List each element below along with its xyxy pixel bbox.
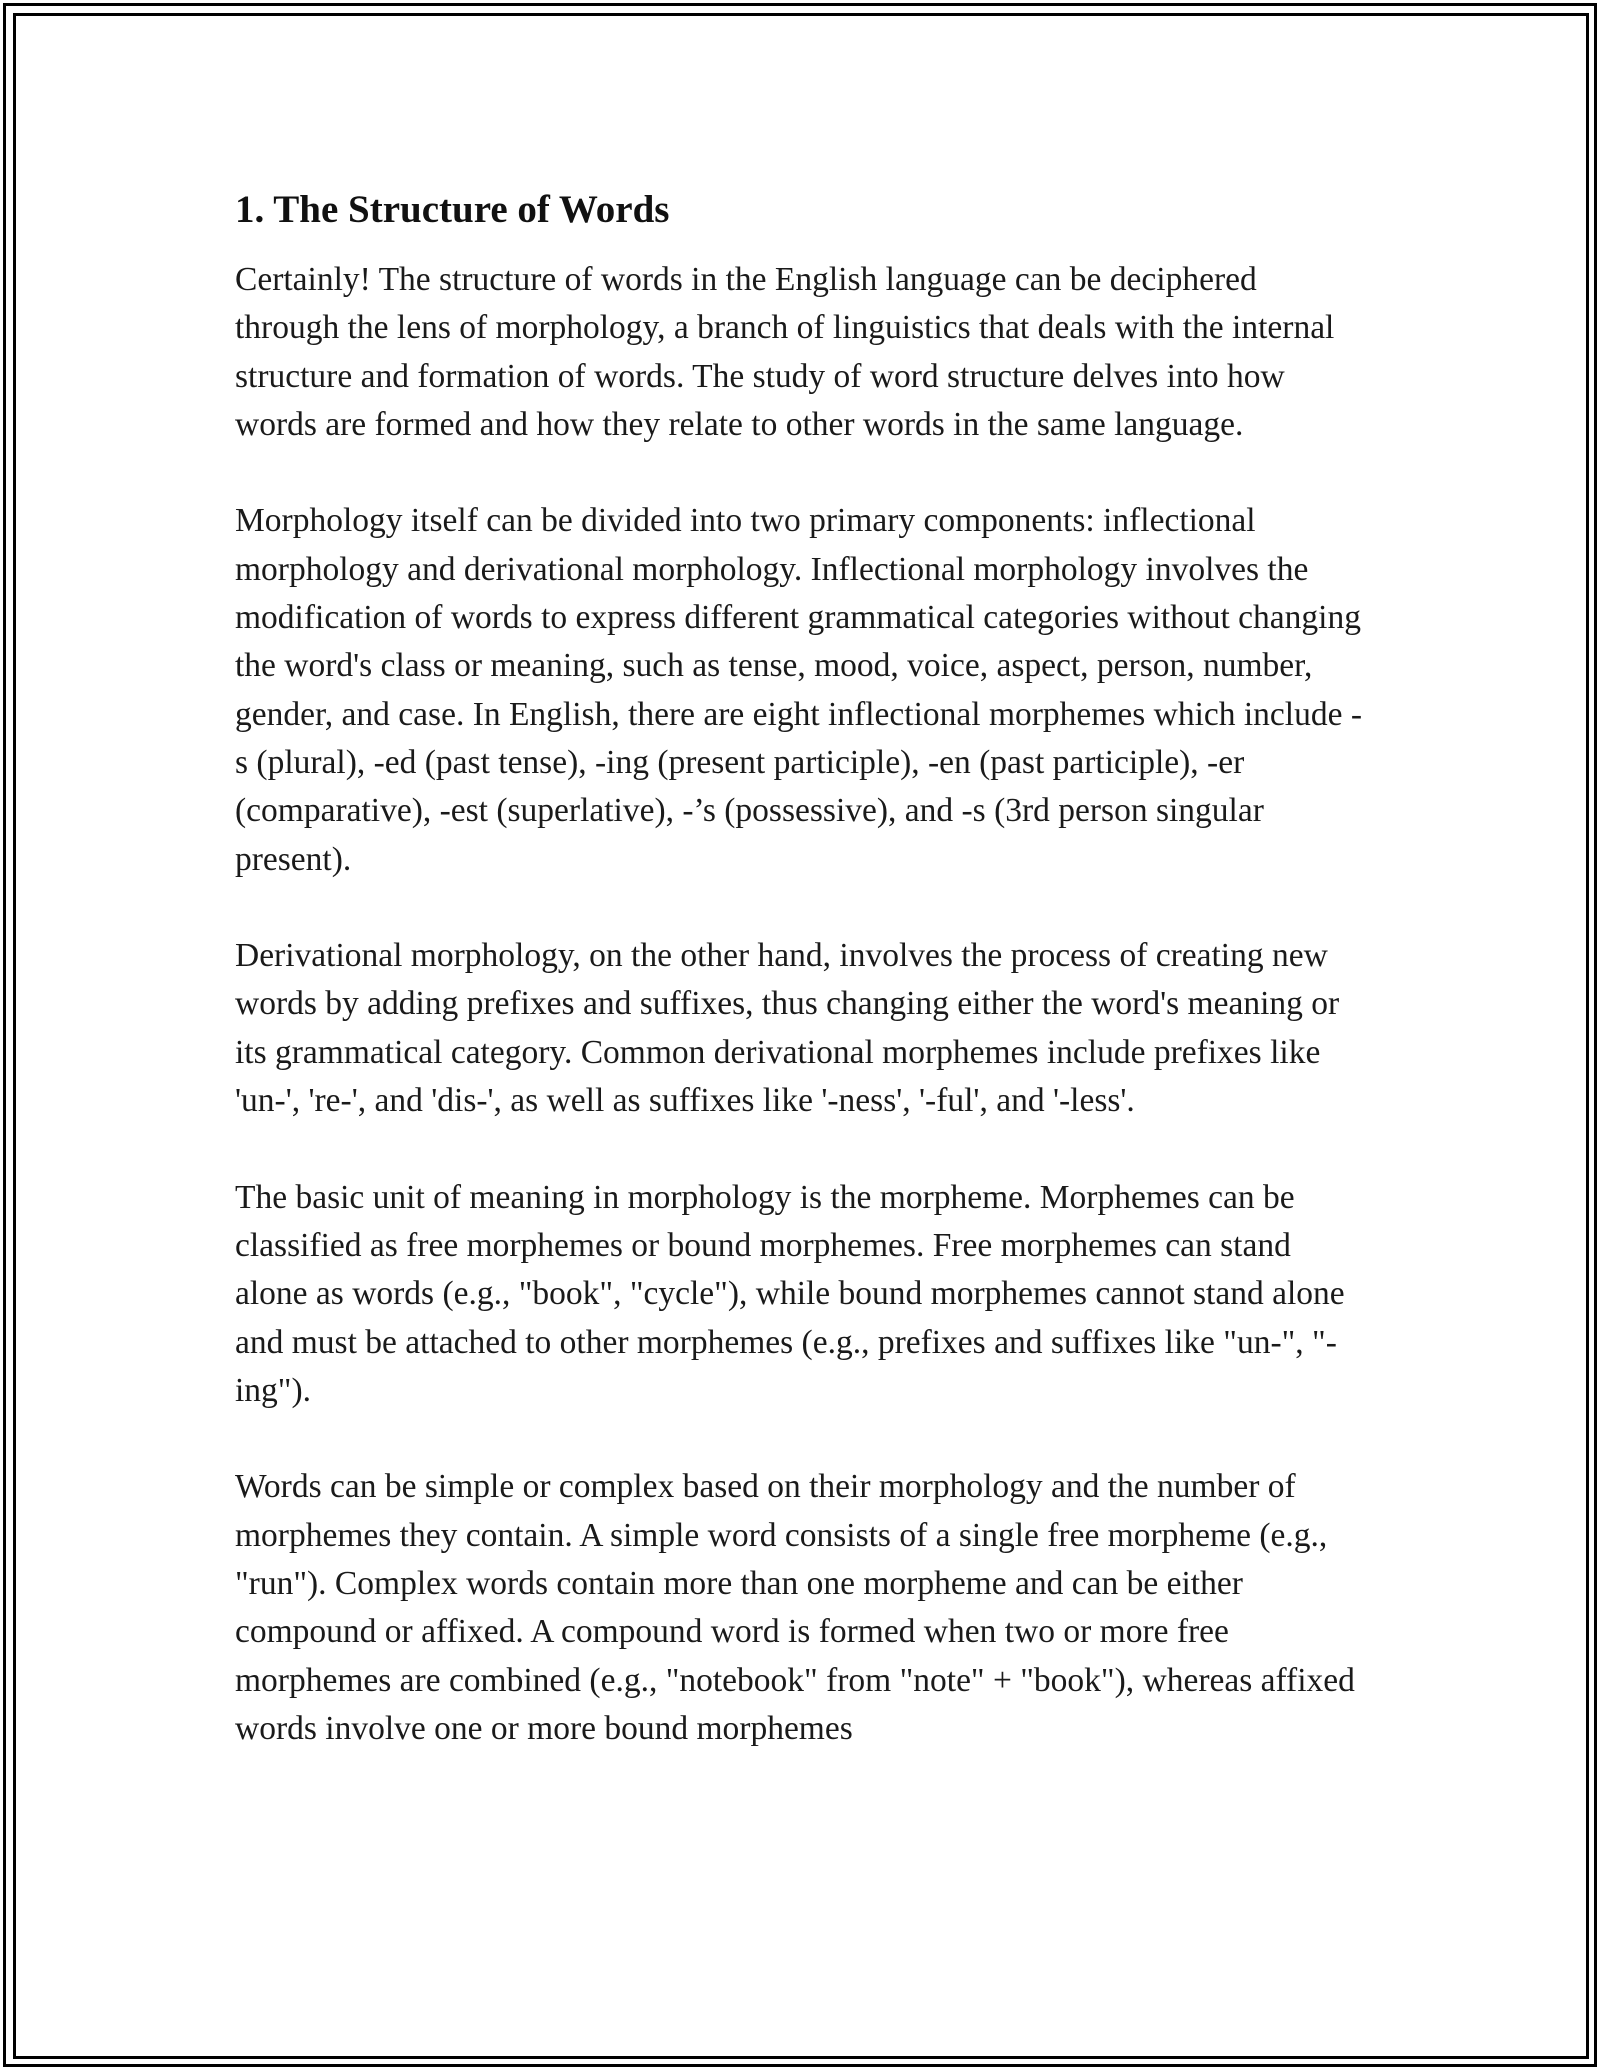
paragraph-intro: Certainly! The structure of words in the English language can be deciphered through the lens of morphology, a branch of linguistics that deals with the internal structure and formation of words. The study of word structure delves into how words are formed and how they relate to other words in the same language.: [235, 261, 1335, 443]
document-body: [235, 186, 1365, 1753]
paragraph-inflectional: Morphology itself can be divided into two primary components: inflectional morphology and derivational morphology. Inflectional morphology involves the modification of words to express different grammatical categories without changing the word's class or meaning, such as tense, mood, voice, aspect, person, number, gender, and case. In English, there are eight inflectional morphemes which include -s (plural), -ed (past tense), -ing (present participle), -en (past participle), -er (comparative), -est (superlative), -’s (possessive), and -s (3rd person singular present).: [235, 502, 1363, 878]
paragraph-simple-complex: Words can be simple or complex based on their morphology and the number of morphemes they contain. A simple word consists of a single free morpheme (e.g., "run"). Complex words contain more than one morpheme and can be either compound or affixed. A compound word is formed when two or more free morphemes are combined (e.g., "notebook" from "note" + "book"), whereas affixed words involve one or more bound morphemes: [235, 1468, 1355, 1747]
paragraph-morphemes: The basic unit of meaning in morphology is the morpheme. Morphemes can be classified as free morphemes or bound morphemes. Free morphemes can stand alone as words (e.g., "book", "cycle"), while bound morphemes cannot stand alone and must be attached to other morphemes (e.g., prefixes and suffixes like "un-", "-ing").: [235, 1178, 1345, 1409]
paragraph-derivational: Derivational morphology, on the other hand, involves the process of creating new words by adding prefixes and suffixes, thus changing either the word's meaning or its grammatical category. Common derivational morphemes include prefixes like 'un-', 're-', and 'dis-', as well as suffixes like '-ness', '-ful', and '-less'.: [235, 937, 1340, 1120]
section-title: 1. The Structure of Words: [235, 188, 670, 231]
